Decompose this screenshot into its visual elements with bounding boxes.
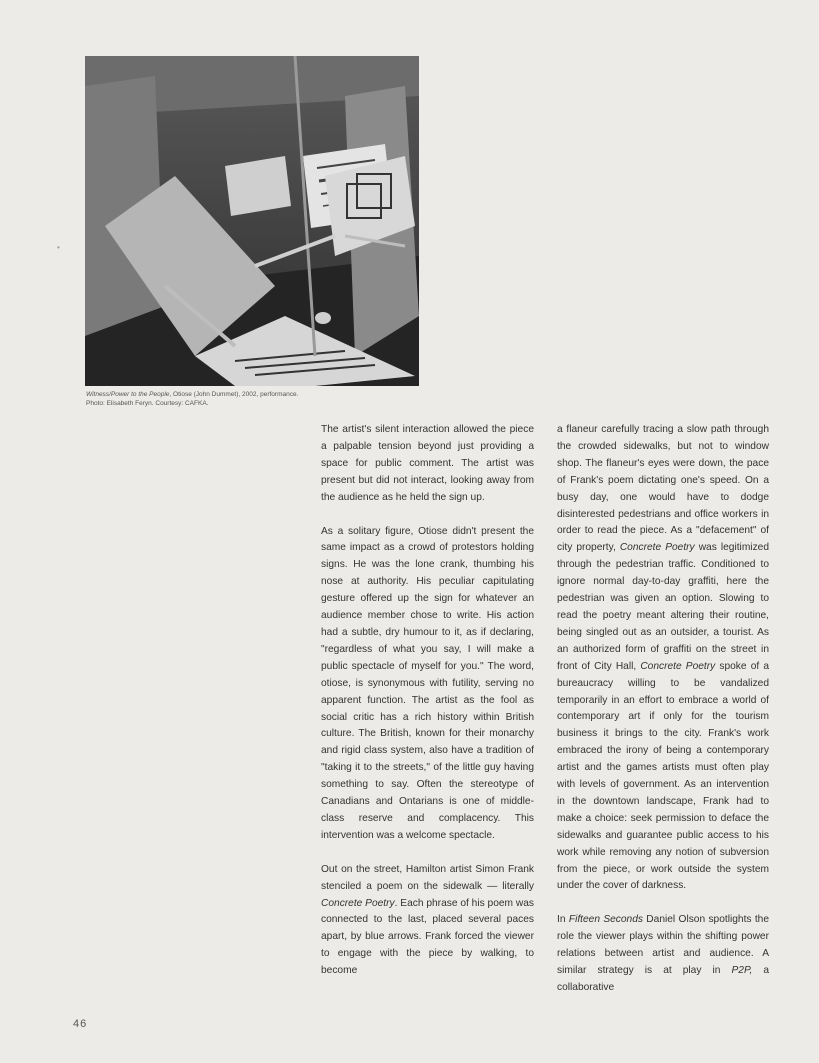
right-p1-text-a: a flaneur carefully tracing a slow path through the crowded sidewalks, but not to window shop. The flaneur's eyes were down, the pace of Frank's poem dictating one's speed. On a busy day, one would have to dodge disinterested pedestrians and office workers in order to read the piece. As a "defacement" of city property, <box>557 424 769 554</box>
right-p2-text-c: a collaborative <box>557 965 770 993</box>
right-paragraph-1 <box>557 422 769 895</box>
left-p3-text-b: . Each phrase of his poem was connected to the last, placed several paces apart, by blue arrows. Frank forced the viewer to engage with the piece by walking, to become <box>321 897 534 977</box>
installation-photo <box>85 56 419 386</box>
photo-caption <box>86 390 426 408</box>
left-paragraph-3 <box>321 862 534 980</box>
caption-line-1 <box>86 390 426 399</box>
caption-line-2: Photo: Elisabeth Feryn. Courtesy: CAFKA. <box>86 400 209 407</box>
right-p2-emphasis-2: P2P, <box>731 965 753 977</box>
right-p2-text-b: Daniel Olson spotlights the role the viewer plays within the shifting power relations between artist and audience. A similar strategy is at play in <box>557 914 769 977</box>
right-p1-text-b: was legitimized through the pedestrian traffic. Conditioned to ignore normal day-to-day graffiti, here the pedestrian was given an option. Slowing to read the poetry meant altering their routine, being singled out as an outsider, a tourist. As an authorized form of graffiti on the street in front of City Hall, <box>557 542 769 672</box>
right-column <box>557 422 769 1014</box>
caption-title: Witness/Power to the People <box>86 391 170 398</box>
right-p1-emphasis-1: Concrete Poetry <box>619 542 695 554</box>
photo-illustration <box>85 56 419 386</box>
left-column <box>321 422 534 997</box>
left-p3-emphasis: Concrete Poetry <box>321 897 395 909</box>
right-p1-emphasis-2: Concrete Poetry <box>640 660 716 672</box>
left-paragraph-1: The artist's silent interaction allowed the piece a palpable tension beyond just providing a space for public comment. The artist was present but did not interact, looking away from the audience as he held the sign up. <box>321 424 534 503</box>
caption-credit: , Otiose (John Dummet), 2002, performance. <box>169 391 299 398</box>
page-number: 46 <box>73 1018 88 1030</box>
scan-mark: • <box>57 243 60 252</box>
right-p1-text-c: spoke of a bureaucracy willing to be vandalized temporarily in an effort to embrace a world of contemporary art if only for the tourism business it brings to the city. Frank's work embraced the irony of being a contemporary artist and the games artists must often play with levels of government. As an intervention in the downtown landscape, Frank had to make a choice: seek permission to deface the sidewalks and guarantee public access to his work while removing any notion of subversion from the piece, or work outside the system under the cover of darkness. <box>557 660 769 892</box>
left-p3-text-a: Out on the street, Hamilton artist Simon Frank stenciled a poem on the sidewalk — literally <box>321 863 534 892</box>
right-p2-emphasis-1: Fifteen Seconds <box>568 914 643 926</box>
right-paragraph-2 <box>557 912 769 997</box>
left-paragraph-2: As a solitary figure, Otiose didn't present the same impact as a crowd of protestors holding signs. He was the lone crank, thumbing his nose at authority. His peculiar capitulating gesture offered up the sign for whatever an audience member chose to write. His action had a subtle, dry humour to it, as if declaring, "regardless of what you say, I will make a public spectacle of myself for you." The word, otiose, is synonymous with futility, serving no apparent function. The artist as the fool as social critic has a rich history within British culture. The British, known for their monarchy and rigid class system, also have a tradition of "taking it to the streets," of the little guy having something to say. Often the stereotype of Canadians and Ontarians is one of middle-class reserve and complacency. This intervention was a welcome spectacle. <box>321 525 534 841</box>
right-p2-text-a: In <box>557 914 569 926</box>
